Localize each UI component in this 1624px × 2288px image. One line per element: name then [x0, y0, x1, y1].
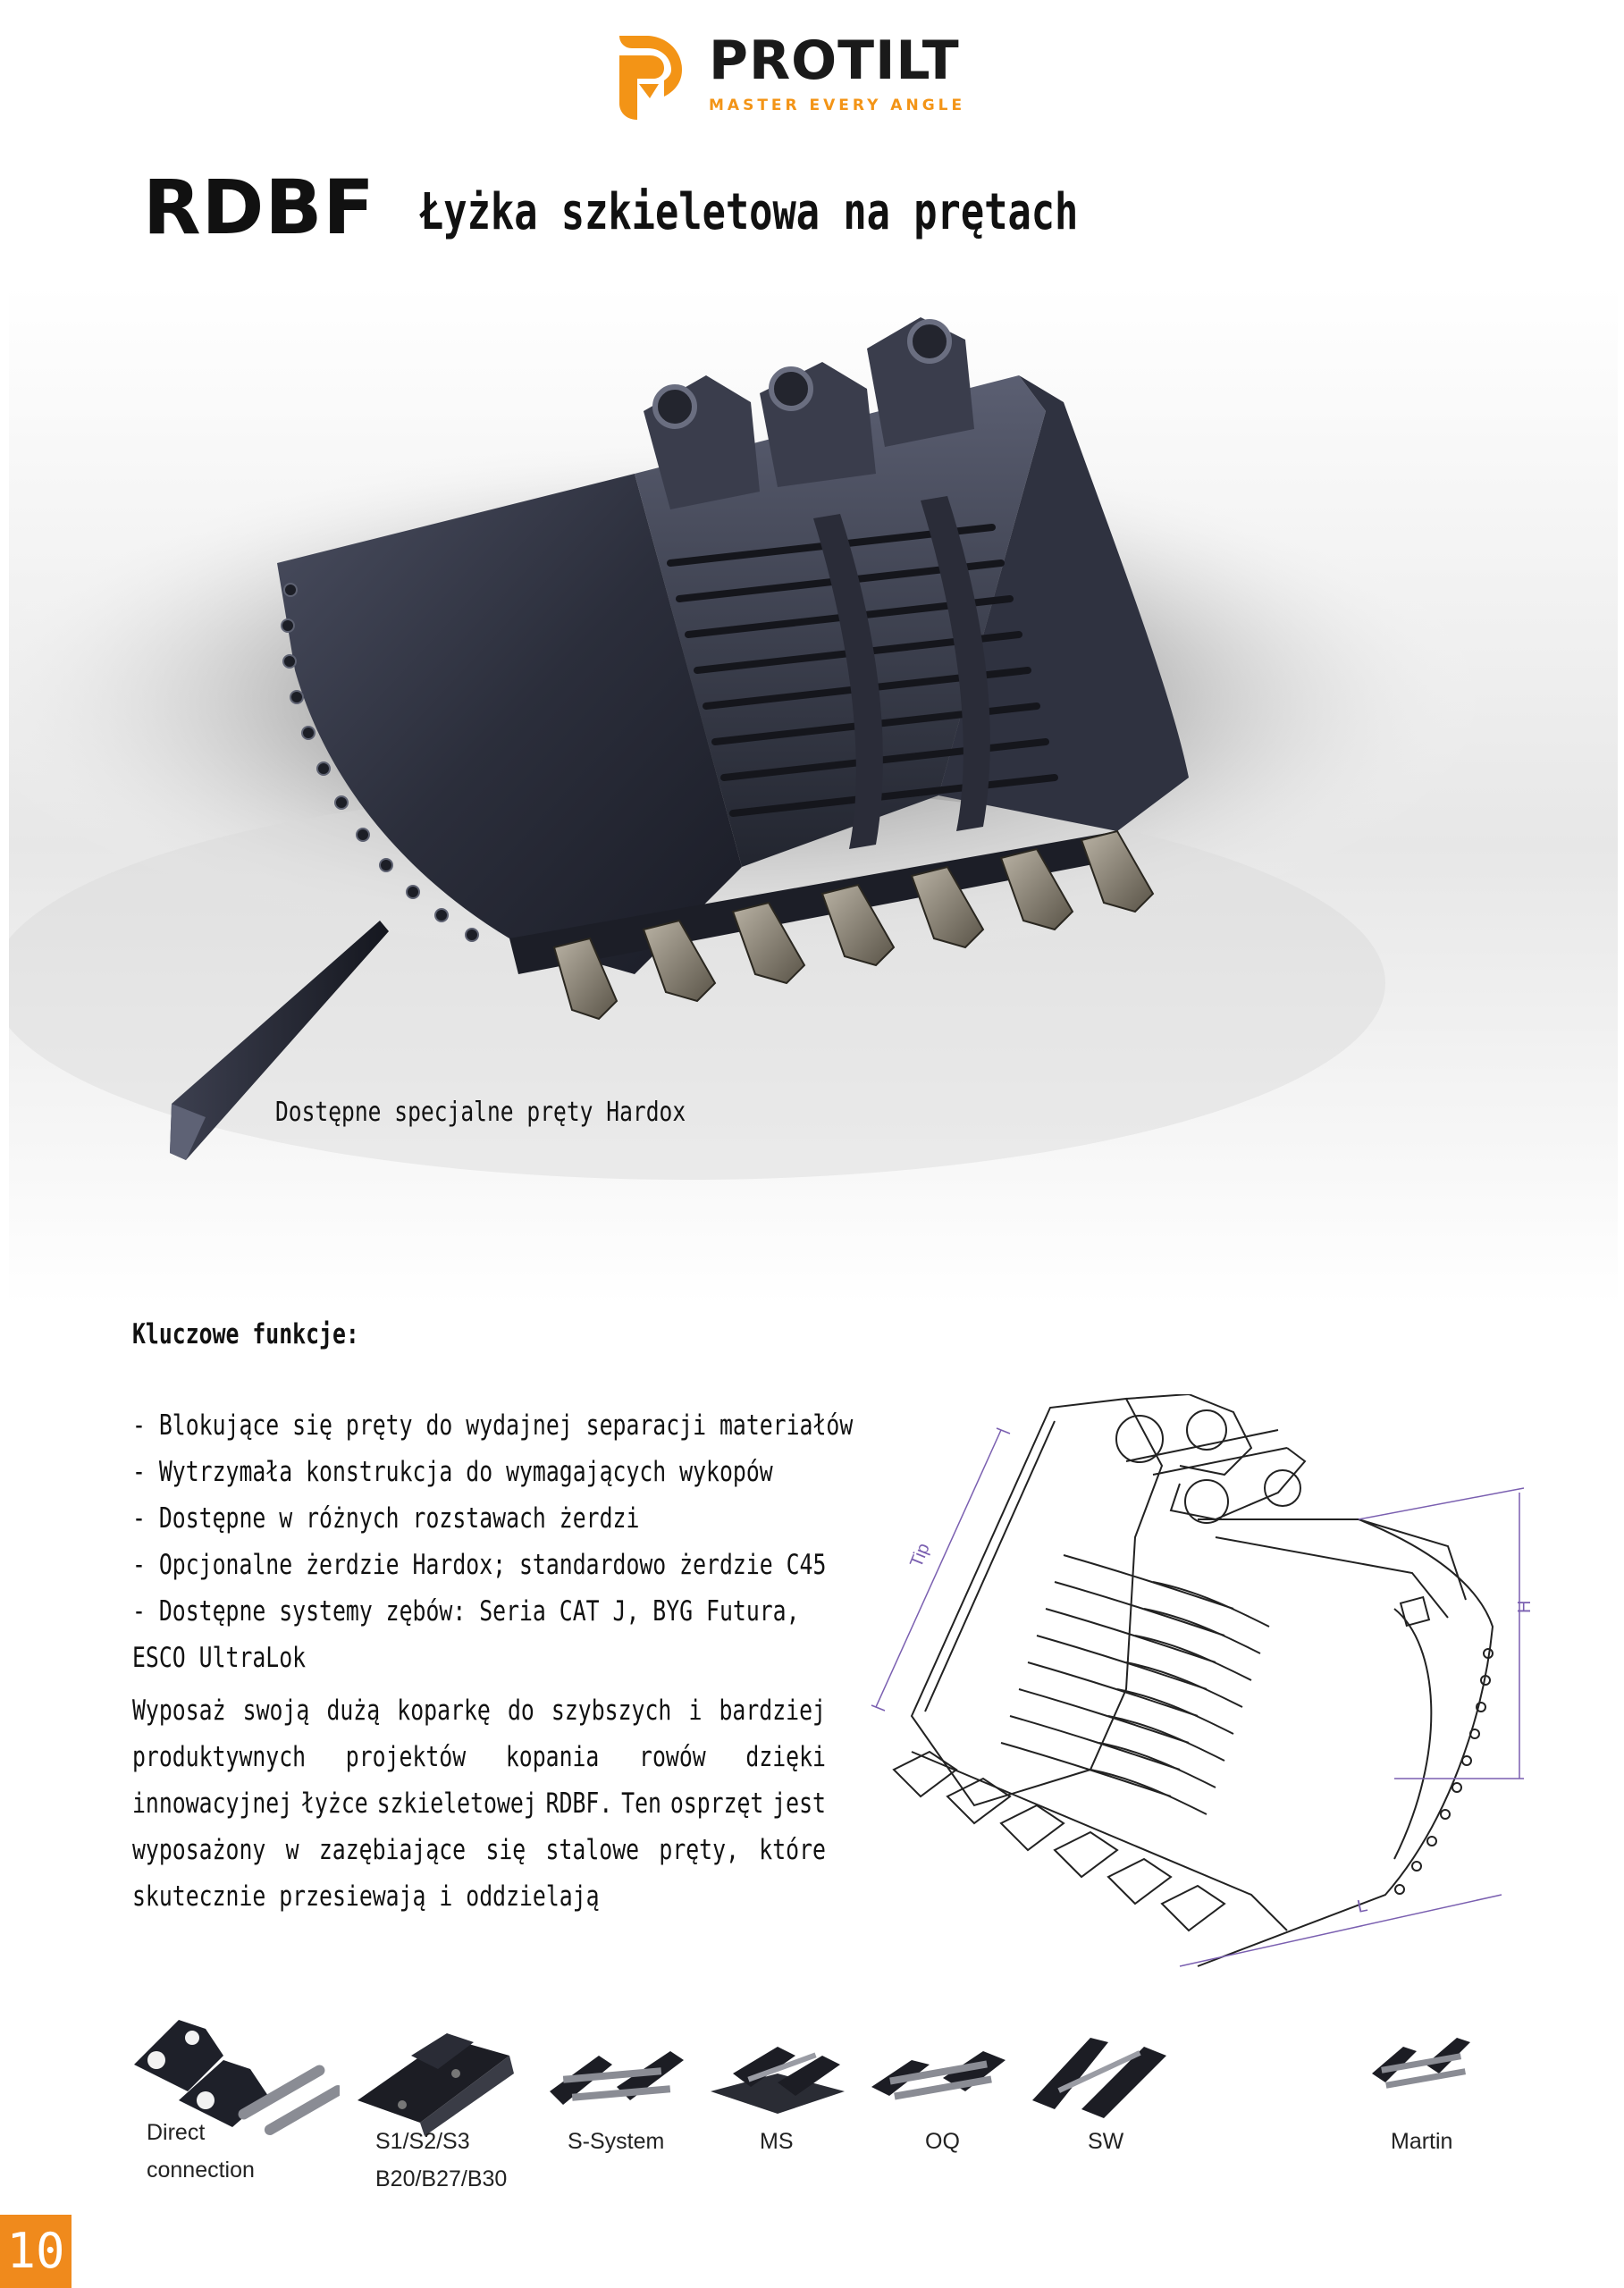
feature-item: - Dostępne w różnych rozstawach żerdzi [132, 1502, 640, 1535]
hardox-bar-caption: Dostępne specjalne pręty Hardox [275, 1097, 686, 1128]
s-system-coupler-icon [545, 2038, 688, 2118]
ms-coupler-icon [706, 2038, 849, 2118]
feature-item: - Blokujące się pręty do wydajnej separacji materiałów [132, 1409, 854, 1442]
feature-item: - Dostępne systemy zębów: Seria CAT J, BYG Futura, [132, 1595, 800, 1628]
coupler-label-martin: Martin [1391, 2129, 1453, 2154]
description-line: wyposażony w zazębiające się stalowe pręty, które [132, 1834, 826, 1866]
dim-tip-label: Tip [906, 1540, 934, 1570]
coupler-label-direct: Direct connection [147, 2120, 255, 2183]
dim-h-label: H [1515, 1600, 1535, 1613]
martin-coupler-icon [1367, 2029, 1475, 2109]
brand-name: PROTILT [709, 29, 960, 92]
dim-l-label: L [1355, 1896, 1369, 1917]
coupler-label-sw: SW [1088, 2129, 1124, 2154]
oq-coupler-icon [867, 2038, 1010, 2118]
description-line: Wyposaż swoją dużą koparkę do szybszych i bardziej [132, 1695, 826, 1727]
s-plate-coupler-icon [349, 2020, 527, 2136]
coupler-label-s: S1/S2/S3 B20/B27/B30 [375, 2129, 508, 2191]
feature-item: - Opcjonalne żerdzie Hardox; standardowo żerdzie C45 [132, 1549, 827, 1581]
feature-item: ESCO UltraLok [132, 1642, 307, 1674]
key-features-heading: Kluczowe funkcje: [132, 1318, 359, 1350]
product-title: Łyżka szkieletowa na prętach [420, 183, 1079, 241]
description-line: innowacyjnej łyżce szkieletowej RDBF. Ten osprzęt jest [132, 1788, 826, 1820]
product-code: RDBF [143, 164, 375, 251]
technical-drawing [858, 1394, 1555, 2011]
hardox-bar-image [161, 912, 402, 1180]
sw-coupler-icon [1028, 2029, 1171, 2118]
coupler-label-oq: OQ [925, 2129, 960, 2154]
page-number: 10 [6, 2223, 65, 2279]
description-line: skutecznie przesiewają i oddzielają [132, 1880, 600, 1913]
brand-tagline: MASTER EVERY ANGLE [709, 97, 966, 114]
coupler-label-ms: MS [760, 2129, 794, 2154]
feature-item: - Wytrzymała konstrukcja do wymagających wykopów [132, 1456, 773, 1488]
coupler-options [125, 2011, 1519, 2234]
description-line: produktywnych projektów kopania rowów dzięki [132, 1741, 826, 1773]
coupler-label-s-system: S-System [568, 2129, 665, 2154]
product-description [132, 1687, 829, 1920]
